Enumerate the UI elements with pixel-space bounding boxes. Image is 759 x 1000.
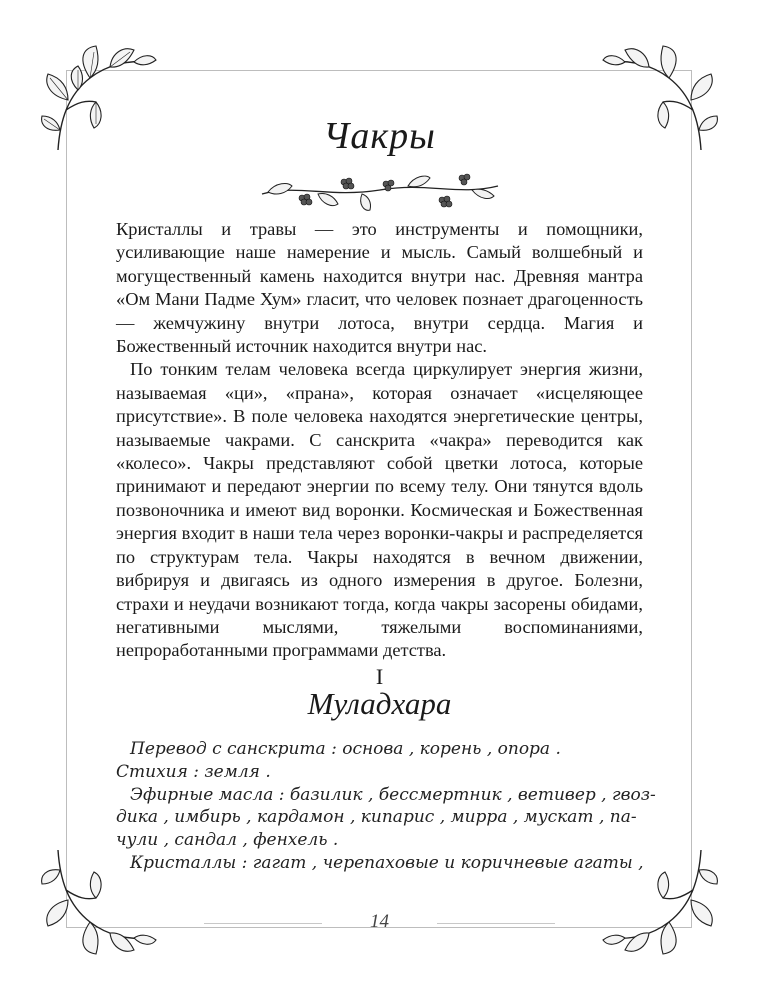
section-numeral: I — [375, 664, 384, 689]
script-line: чули , сандал , фенхель . — [116, 830, 339, 851]
chakra-properties — [116, 738, 656, 875]
berry-branch-icon — [258, 164, 502, 216]
paragraph: По тонким телам человека всегда циркулирует энергия жизни, называемая «ци», «прана», которая означает «исцеляющее присутствие». В поле человека находятся энергетические центры, называемые чакрами. С санскрита «чакра» переводится как «колесо». Чакры представляют собой цветки лотоса, которые принимают и передают энергии по всему телу. Они тянутся вдоль позвоночника и имеют вид воронки. Космическая и Божественная энергия входит в наши тела через воронки-чакры и распределяется по структурам тела. Чакры находятся в вечном движении, вибрируя и двигаясь из одного измерения в другое. Болезни, страхи и неудачи возникают тогда, когда чакры засорены обидами, негативными мыслями, тяжелыми воспоминаниями, непроработанными программами детства. — [116, 359, 643, 661]
script-line: дика , имбирь , кардамон , кипарис , мирра , мускат , па- — [116, 807, 637, 828]
page-number: 14 — [370, 911, 389, 932]
script-line: Стихия : земля . — [116, 761, 271, 782]
paragraph: Кристаллы и травы — это инструменты и помощники, усиливающие наше намерение и мысль. Самый волшебный и могущественный камень находится внутри нас. Древняя мантра «Ом Мани Падме Хум» гласит, что человек познает драгоценность — жемчужину внутри лотоса, внутри сердца. Магия и Божественный источник находится внутри нас. — [116, 219, 643, 357]
section-title: Муладхара — [307, 686, 452, 721]
script-line: Кристаллы : гагат , черепаховые и коричневые агаты , — [130, 852, 644, 873]
script-line: Перевод с санскрита : основа , корень , опора . — [130, 739, 561, 759]
berry-vine-vignette — [258, 164, 502, 216]
footer-rule-right — [437, 923, 555, 924]
script-line: Эфирные масла : базилик , бессмертник , ветивер , гвоз- — [130, 784, 656, 805]
body-text — [116, 218, 643, 663]
page-title: Чакры — [323, 115, 436, 157]
page-footer — [0, 908, 759, 938]
